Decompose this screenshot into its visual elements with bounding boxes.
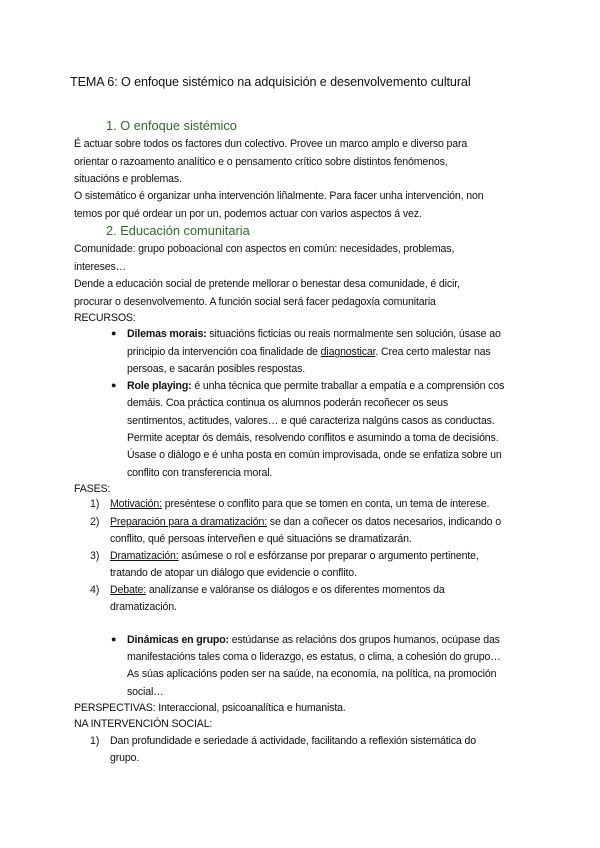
diagnosticar-underlined: diagnosticar <box>320 346 376 358</box>
fase-line <box>110 497 489 511</box>
fase-line: dramatización. <box>110 601 177 613</box>
bullet-icon: ● <box>111 380 117 390</box>
bullet-icon: ● <box>111 634 117 644</box>
item-line: grupo. <box>110 752 140 764</box>
dilemas-line <box>127 327 501 341</box>
dilemas-line: persoas, e sacarán posibles respostas. <box>127 363 306 375</box>
dilemas-text: situacións ficticias ou reais normalmente sen solución, úsase ao <box>206 328 501 340</box>
dilemas-text: principio da intervención coa finalidade de <box>127 346 321 358</box>
dinamicas-text: estúdanse as relacións dos grupos humanos, ocúpase das <box>228 634 500 646</box>
fase-line: conflito, qué persoas interveñen e qué situacións se dramatizarán. <box>110 533 412 545</box>
dinamicas-line <box>127 633 500 647</box>
fase-term: Preparación para a dramatización: <box>110 516 267 528</box>
dinamicas-line: As súas aplicacións poden ser na saúde, na economía, na política, na promoción <box>127 668 497 680</box>
item-line: Dan profundidade e seriedade á actividade, facilitando a reflexión sistemática do <box>110 735 476 747</box>
section-1-line: situacións e problemas. <box>74 173 182 185</box>
dinamicas-line: social… <box>127 686 164 698</box>
role-line: demáis. Coa práctica continua os alumnos poderán recoñecer os seus <box>127 397 449 409</box>
fase-text: asúmese o rol e esfórzanse por preparar o argumento pertinente, <box>178 550 479 562</box>
perspectivas-line: PERSPECTIVAS: Interaccional, psicoanalítica e humanista. <box>74 702 346 714</box>
fase-text: preséntese o conflito para que se tomen en conta, un tema de interese. <box>161 498 490 510</box>
section-1-line: temos por qué ordear un por un, podemos actuar con varios aspectos á vez. <box>74 208 422 220</box>
intro-line: Dende a educación social de pretende mellorar o benestar desa comunidade, é dicir, <box>74 278 460 290</box>
fase-line <box>110 583 445 597</box>
intro-line: Comunidade: grupo poboacional con aspectos en común: necesidades, problemas, <box>74 243 455 255</box>
document-title: TEMA 6: O enfoque sistémico na adquisición e desenvolvemento cultural <box>70 75 471 89</box>
role-line: sentimentos, actitudes, valores… e qué caracteriza nalgúns casos as conductas. <box>127 415 495 427</box>
fase-line <box>110 515 501 529</box>
role-text: é unha técnica que permite traballar a empatía e a comprensión cos <box>191 380 505 392</box>
dilemas-text: . Crea certo malestar nas <box>375 346 491 358</box>
fase-number: 2) <box>90 516 100 528</box>
fase-term: Debate: <box>110 584 147 596</box>
intro-line: procurar o desenvolvemento. A función social será facer pedagoxía comunitaria <box>74 296 436 308</box>
fase-number: 3) <box>90 550 100 562</box>
fase-number: 1) <box>90 498 100 510</box>
intro-line: intereses… <box>74 261 127 273</box>
fase-line: tratando de atopar un diálogo que evidencie o conflito. <box>110 567 357 579</box>
section-1-heading: 1. O enfoque sistémico <box>106 118 237 133</box>
role-term: Role playing: <box>127 380 192 392</box>
fase-number: 4) <box>90 584 100 596</box>
item-number: 1) <box>90 735 100 747</box>
bullet-icon: ● <box>111 328 117 338</box>
role-line <box>127 379 504 393</box>
section-2-heading: 2. Educación comunitaria <box>106 223 250 238</box>
fase-line <box>110 549 479 563</box>
role-line: Permite aceptar ós demáis, resolvendo conflitos e asumindo a toma de decisións. <box>127 432 499 444</box>
fase-text: se dan a coñecer os datos necesarios, indicando o <box>267 516 501 528</box>
fases-label: FASES: <box>74 483 111 495</box>
fase-text: analízanse e valóranse os diálogos e os diferentes momentos da <box>146 584 445 596</box>
section-1-line: O sistemático é organizar unha intervención liñalmente. Para facer unha intervención, non <box>74 190 484 202</box>
dilemas-line <box>127 345 491 359</box>
dinamicas-line: manifestacións tales coma o liderazgo, es estatus, o clima, a cohesión do grupo… <box>127 651 501 663</box>
na-intervencion-label: NA INTERVENCIÓN SOCIAL: <box>74 718 213 730</box>
dinamicas-term: Dinámicas en grupo: <box>127 634 229 646</box>
role-line: Úsase o diálogo e é unha posta en común improvisada, onde se enfatiza sobre un <box>127 449 502 461</box>
fase-term: Motivación: <box>110 498 162 510</box>
fase-term: Dramatización: <box>110 550 179 562</box>
recursos-label: RECURSOS: <box>74 312 136 324</box>
role-line: conflito con transferencia moral. <box>127 467 273 479</box>
section-1-line: É actuar sobre todos os factores dun colectivo. Provee un marco amplo e diverso para <box>74 138 468 150</box>
section-1-line: orientar o razoamento analítico e o pensamento crítico sobre distintos fenómenos, <box>74 156 448 168</box>
dilemas-term: Dilemas morais: <box>127 328 207 340</box>
